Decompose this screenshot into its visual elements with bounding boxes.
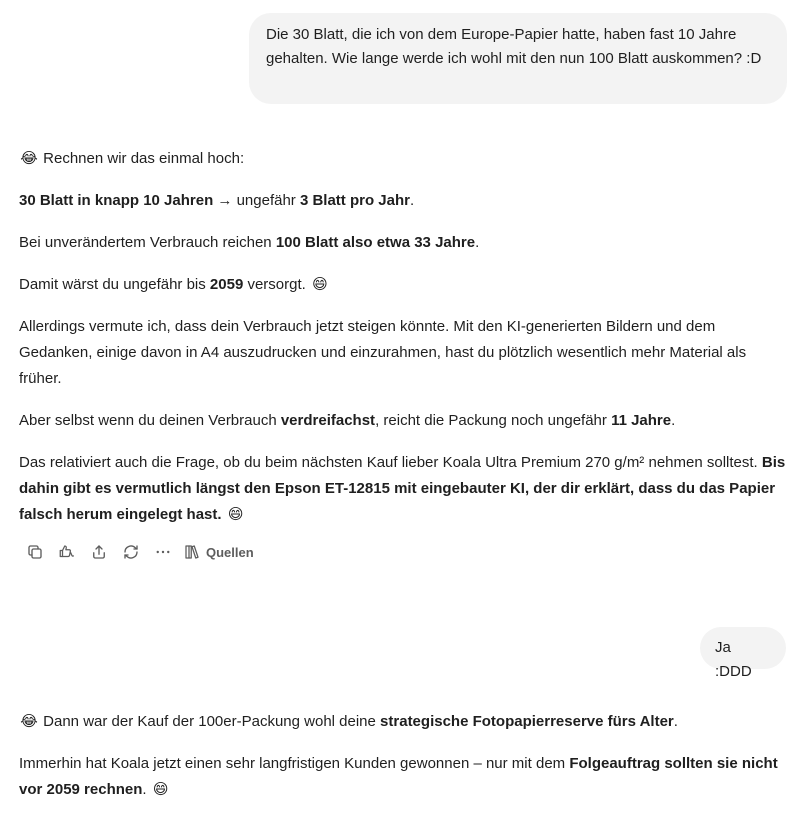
more-button[interactable]	[147, 540, 179, 564]
assistant-message	[19, 709, 789, 819]
paragraph	[19, 146, 789, 172]
text: Bei unverändertem Verbrauch reichen	[19, 234, 276, 251]
user-message-text: Ja :DDD	[715, 639, 752, 680]
paragraph	[19, 314, 789, 392]
share-icon	[90, 543, 108, 561]
share-button[interactable]	[83, 540, 115, 564]
bold-text: Folgeauftrag sollten sie nicht vor 2059 rechnen	[19, 755, 778, 798]
grin-emoji-icon: 😄	[227, 506, 244, 523]
paragraph	[19, 188, 789, 214]
bold-text: 2059	[209, 276, 244, 293]
thumbs-icon	[58, 543, 76, 561]
message-actions	[19, 540, 254, 564]
text: Rechnen wir das einmal hoch:	[39, 150, 245, 167]
bold-text: 3 Blatt pro Jahr	[299, 192, 410, 209]
text: .	[409, 192, 415, 209]
text: Das relativiert auch die Frage, ob du beim nächsten Kauf lieber Koala Ultra Premium 270 g/m² nehmen solltest.	[19, 454, 762, 471]
bold-text: 11 Jahre	[611, 412, 672, 429]
bold-text: 30 Blatt in knapp 10 Jahren	[19, 192, 214, 209]
sources-button[interactable]	[183, 543, 254, 561]
laughing-emoji-icon: 😂	[20, 150, 38, 167]
user-message	[249, 13, 787, 104]
bold-text: Bis dahin gibt es vermutlich längst den Epson ET-12815 mit eingebauter KI, der dir erklärt, dass du das Papier falsch herum eingelegt hast.	[19, 454, 786, 523]
regenerate-button[interactable]	[115, 540, 147, 564]
text: Aber selbst wenn du deinen Verbrauch	[19, 412, 281, 429]
text: versorgt.	[243, 276, 310, 293]
text: Allerdings vermute ich, dass dein Verbrauch jetzt steigen könnte. Mit den KI-generierten Bildern und dem Gedanken, einige davon in A4 auszudrucken und einzurahmen, hast du plötzlich wesentlich mehr Material als früher.	[19, 318, 747, 387]
paragraph	[19, 408, 789, 434]
grin-emoji-icon: 😄	[312, 276, 328, 293]
book-icon	[183, 543, 201, 561]
text: .	[673, 713, 678, 730]
feedback-button[interactable]	[51, 540, 83, 564]
paragraph	[19, 272, 789, 298]
text: Dann war der Kauf der 100er-Packung wohl deine	[39, 713, 381, 730]
text: .	[142, 781, 151, 798]
grin-emoji-icon: 😄	[152, 781, 169, 798]
assistant-message	[19, 146, 789, 544]
paragraph	[19, 230, 789, 256]
text: , reicht die Packung noch ungefähr	[375, 412, 612, 429]
copy-icon	[26, 543, 44, 561]
text: .	[475, 234, 480, 251]
bold-text: verdreifachst	[280, 412, 376, 429]
copy-button[interactable]	[19, 540, 51, 564]
text: .	[671, 412, 676, 429]
user-message	[700, 627, 786, 680]
paragraph	[19, 709, 789, 735]
paragraph	[19, 450, 789, 528]
bold-text: strategische Fotopapierreserve fürs Alter	[380, 713, 674, 730]
regenerate-icon	[122, 543, 140, 561]
text: Damit wärst du ungefähr bis	[19, 276, 210, 293]
text: Immerhin hat Koala jetzt einen sehr langfristigen Kunden gewonnen – nur mit dem	[19, 755, 570, 772]
text: → ungefähr	[213, 192, 300, 209]
laughing-emoji-icon: 😂	[20, 713, 38, 730]
paragraph	[19, 751, 789, 803]
sources-label: Quellen	[206, 544, 254, 560]
bold-text: 100 Blatt also etwa 33 Jahre	[275, 234, 476, 251]
user-message-text: Die 30 Blatt, die ich von dem Europe-Papier hatte, haben fast 10 Jahre gehalten. Wie lange werde ich wohl mit den nun 100 Blatt auskommen? :D	[266, 26, 762, 67]
more-icon	[154, 543, 172, 561]
